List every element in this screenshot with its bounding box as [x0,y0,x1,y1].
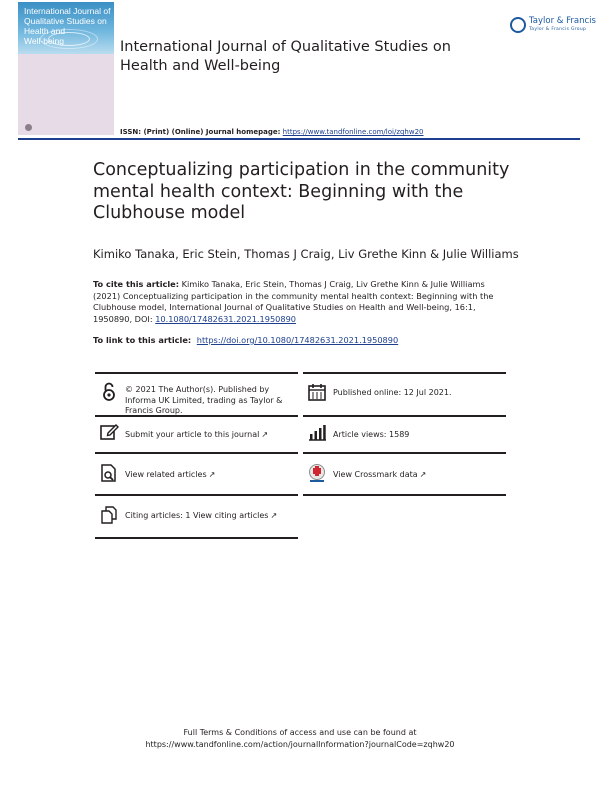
footer-terms-text: Full Terms & Conditions of access and use can be found at [183,728,417,737]
citation-label: To cite this article: [93,279,179,289]
cover-publisher-seal [25,124,32,131]
publisher-name: Taylor & Francis [529,16,596,26]
cover-title: International Journal of Qualitative Studies on Health and Well-being [24,6,111,46]
article-title: Conceptualizing participation in the community mental health context: Beginning with the Clubhouse model [93,160,510,223]
journal-homepage-link[interactable]: https://www.tandfonline.com/loi/zqhw20 [282,128,424,136]
issn-label: ISSN: (Print) (Online) Journal homepage: [120,128,281,136]
divider [303,372,506,374]
crossmark-icon [307,463,327,483]
submit-article-label: Submit your article to this journal [125,430,260,439]
license-text: © 2021 The Author(s). Published by Informa UK Limited, trading as Taylor & Francis Group. [125,385,283,415]
divider [95,372,298,374]
divider [95,494,298,496]
citing-articles-link[interactable] [125,511,277,522]
article-link-line [93,335,398,345]
citation-block [93,279,513,325]
document-search-icon [99,463,119,483]
article-authors: Kimiko Tanaka, Eric Stein, Thomas J Craig, Liv Grethe Kinn & Julie Williams [93,247,519,261]
submit-article-link[interactable] [125,430,268,441]
divider [303,452,506,454]
citation-doi-link[interactable]: 10.1080/17482631.2021.1950890 [155,313,296,324]
related-articles-link[interactable] [125,470,215,481]
related-articles-label: View related articles [125,470,207,479]
external-link-icon: ↗ [261,430,269,439]
crossmark-link[interactable] [333,470,426,481]
citing-documents-icon [99,505,119,525]
citation-text: Kimiko Tanaka, Eric Stein, Thomas J Craig, Liv Grethe Kinn & Julie Williams (2021) Conceptualizing participation in the community mental health context: Beginning with the Clubhouse model, International Journal of Qualitative Studies on Health and Well-being, 16:1, 1950890, DOI: [93,279,494,324]
published-date: Published online: 12 Jul 2021. [333,388,452,397]
footer-terms-link[interactable]: https://www.tandfonline.com/action/journalInformation?journalCode=zqhw20 [145,740,455,749]
external-link-icon: ↗ [208,470,216,479]
publisher-logo[interactable] [510,16,596,38]
divider [303,494,506,496]
divider [95,452,298,454]
article-doi-link[interactable]: https://doi.org/10.1080/17482631.2021.1950890 [196,335,399,345]
tf-logo-icon [510,17,526,33]
issn-line [120,128,424,136]
edit-icon [99,422,119,442]
external-link-icon: ↗ [270,511,278,520]
journal-cover-image [18,2,114,135]
article-views: Article views: 1589 [333,430,410,439]
publisher-group: Taylor & Francis Group [529,27,587,32]
citing-articles-label: Citing articles: 1 View citing articles [125,511,269,520]
link-label: To link to this article: [93,335,192,345]
open-access-icon [99,382,119,402]
calendar-icon [307,382,327,402]
divider [303,415,506,417]
crossmark-label: View Crossmark data [333,470,418,479]
divider [95,537,298,539]
footer [100,727,500,751]
bar-chart-icon [307,422,327,442]
journal-title: International Journal of Qualitative Studies on Health and Well-being [120,39,451,74]
header-divider [18,138,580,140]
external-link-icon: ↗ [419,470,427,479]
